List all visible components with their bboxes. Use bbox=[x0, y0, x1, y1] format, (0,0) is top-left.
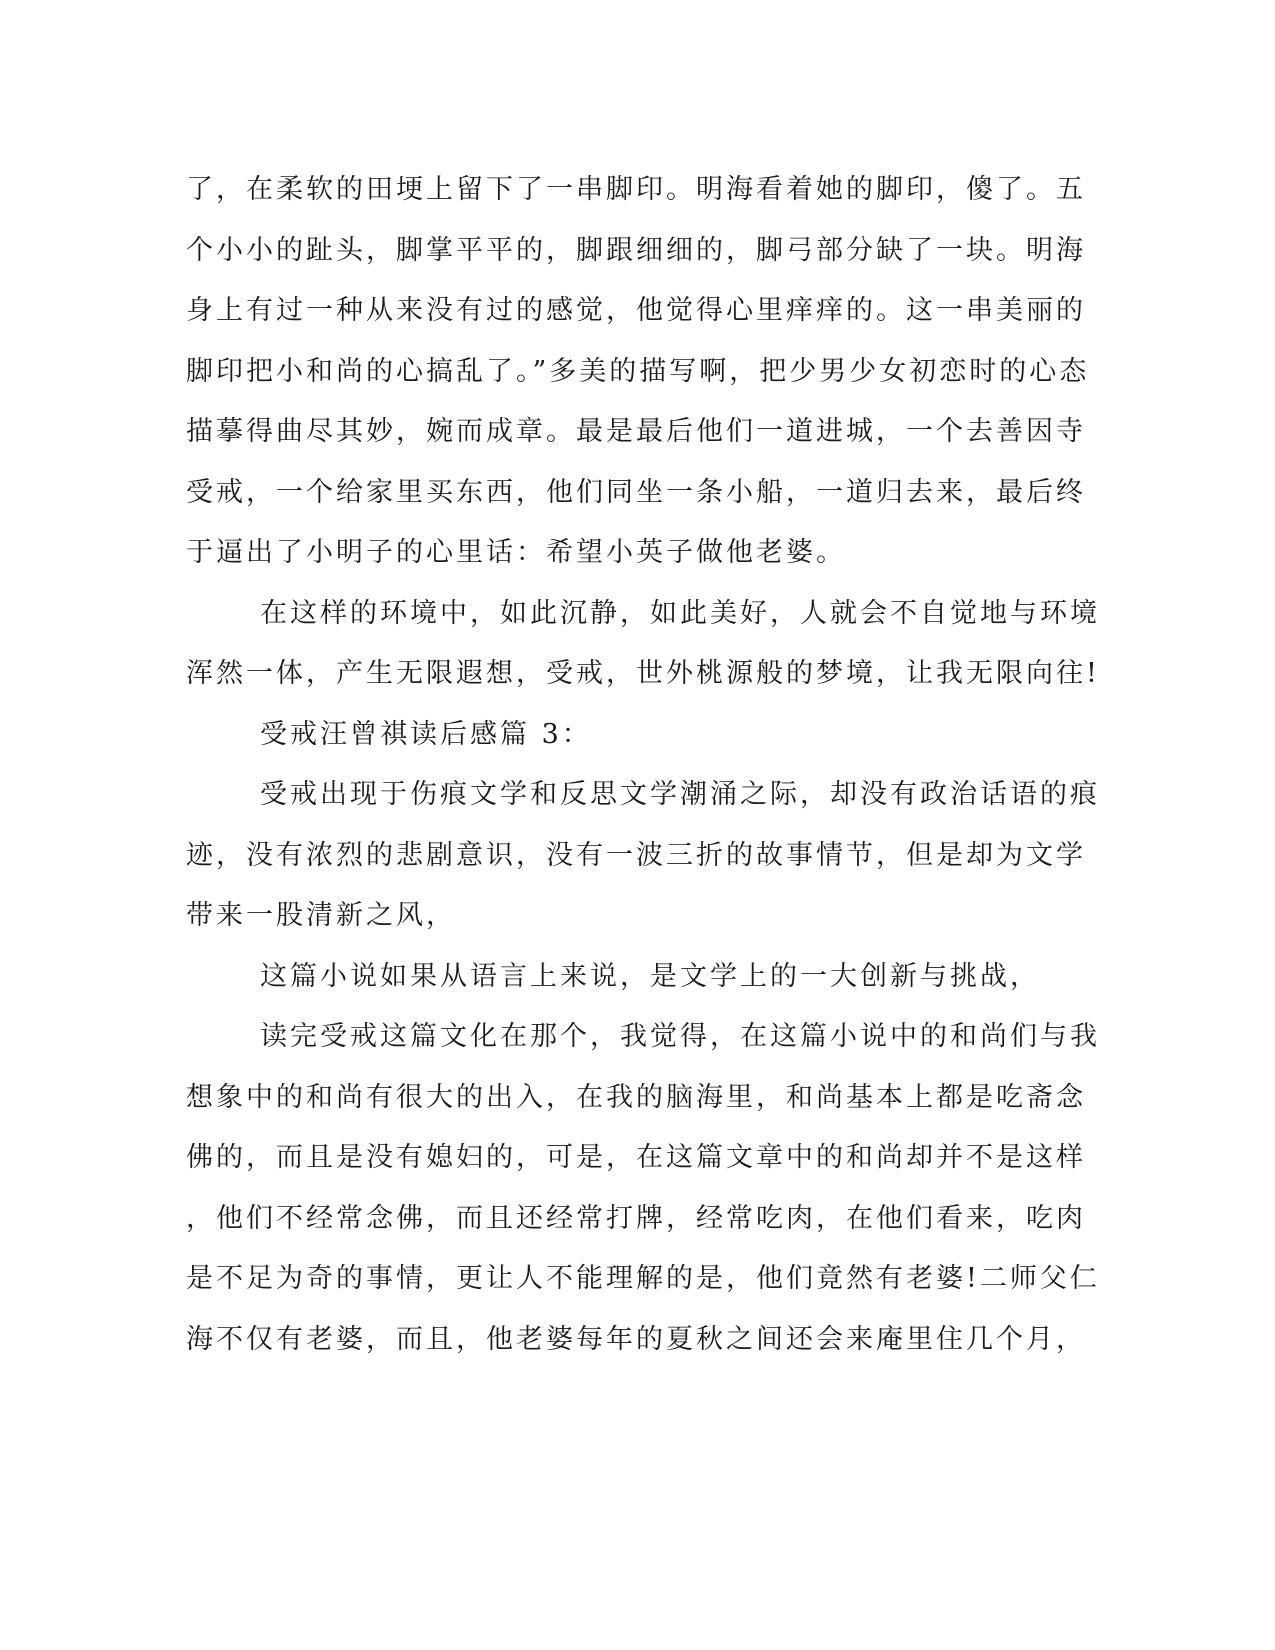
text-line: 受戒，一个给家里买东西，他们同坐一条小船，一道归去来，最后终 bbox=[186, 476, 1086, 508]
text-line: 描摹得曲尽其妙，婉而成章。最是最后他们一道进城，一个去善因寺 bbox=[186, 416, 1086, 447]
body-text bbox=[186, 160, 1100, 1370]
section-heading: 受戒汪曾祺读后感篇 3： bbox=[260, 718, 592, 750]
text-line: 海不仅有老婆，而且，他老婆每年的夏秋之间还会来庵里住几个月， bbox=[186, 1323, 1086, 1355]
text-line: ，他们不经常念佛，而且还经常打牌，经常吃肉，在他们看来，吃肉 bbox=[186, 1202, 1086, 1234]
text-line: 想象中的和尚有很大的出入，在我的脑海里，和尚基本上都是吃斋念 bbox=[186, 1081, 1086, 1113]
paragraph-start-line: 这篇小说如果从语言上来说，是文学上的一大创新与挑战， bbox=[260, 960, 1040, 992]
text-line: 脚印把小和尚的心搞乱了。”多美的描写啊，把少男少女初恋时的心态 bbox=[186, 355, 1090, 387]
text-line: 个小小的趾头，脚掌平平的，脚跟细细的，脚弓部分缺了一块。明海 bbox=[186, 234, 1086, 266]
text-line: 了，在柔软的田埂上留下了一串脚印。明海看着她的脚印，傻了。五 bbox=[186, 174, 1086, 205]
text-line: 于逼出了小明子的心里话：希望小英子做他老婆。 bbox=[186, 537, 846, 568]
text-line: 是不足为奇的事情，更让人不能理解的是，他们竟然有老婆!二师父仁 bbox=[186, 1263, 1100, 1294]
text-line: 浑然一体，产生无限遐想，受戒，世外桃源般的梦境，让我无限向往! bbox=[186, 658, 1100, 689]
text-line: 迹，没有浓烈的悲剧意识，没有一波三折的故事情节，但是却为文学 bbox=[186, 839, 1086, 871]
text-line: 带来一股清新之风， bbox=[186, 900, 456, 931]
paragraph-start-line: 受戒出现于伤痕文学和反思文学潮涌之际，却没有政治话语的痕 bbox=[260, 779, 1100, 810]
text-line: 身上有过一种从来没有过的感觉，他觉得心里痒痒的。这一串美丽的 bbox=[186, 295, 1086, 326]
paragraph-start-line: 在这样的环境中，如此沉静，如此美好，人就会不自觉地与环境 bbox=[260, 597, 1100, 629]
text-line: 佛的，而且是没有媳妇的，可是，在这篇文章中的和尚却并不是这样 bbox=[186, 1142, 1086, 1173]
paragraph-start-line: 读完受戒这篇文化在那个，我觉得，在这篇小说中的和尚们与我 bbox=[260, 1021, 1100, 1052]
